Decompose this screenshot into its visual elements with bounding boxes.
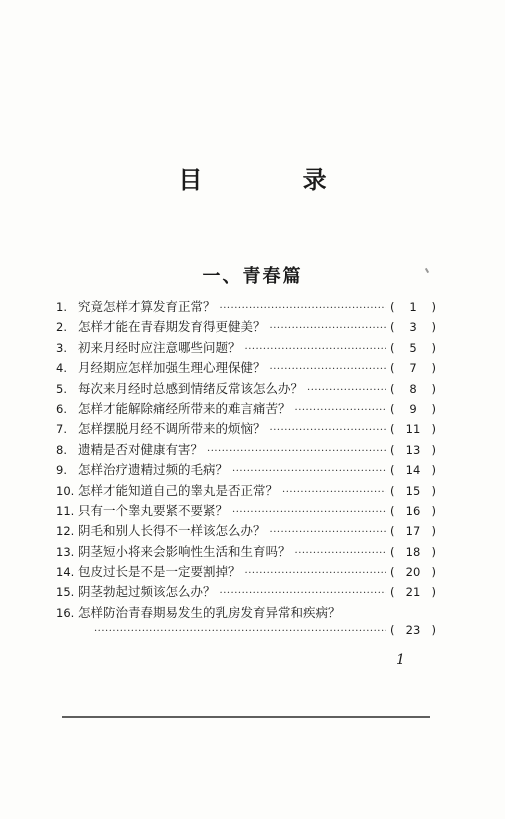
entry-title: 只有一个睾丸要紧不要紧？: [78, 502, 229, 518]
dot-leader: [245, 568, 386, 579]
paren-open: (: [390, 422, 395, 437]
page-reference: [390, 443, 436, 457]
entry-title: 初来月经时应注意哪些问题？: [78, 339, 241, 355]
toc-entry-line-2: [56, 623, 436, 643]
entry-number: 16.: [56, 605, 75, 620]
paren-open: (: [390, 300, 395, 314]
toc-entry: [56, 460, 436, 480]
entry-number: 6.: [56, 401, 67, 416]
toc-entry: [56, 562, 436, 582]
page-reference: [390, 402, 436, 416]
entry-title: 究竟怎样才算发育正常？: [78, 299, 216, 314]
page-reference: [390, 545, 436, 559]
dot-leader: [282, 487, 386, 498]
toc-entry: [56, 338, 436, 358]
paren-open: (: [390, 340, 395, 355]
entry-number: 2.: [56, 320, 67, 335]
entry-number: 13.: [56, 544, 75, 559]
page-reference: [390, 504, 436, 518]
paren-close: ): [431, 320, 436, 335]
paren-close: ): [431, 483, 436, 498]
page-reference: [390, 484, 436, 498]
paren-close: ): [431, 361, 436, 376]
entry-number: 7.: [56, 422, 67, 437]
dot-leader: [270, 527, 386, 538]
toc-entry: [56, 521, 436, 541]
paren-open: (: [390, 565, 395, 580]
dot-leader: [245, 344, 386, 355]
paren-close: ): [431, 340, 436, 355]
paren-close: ): [431, 565, 436, 580]
toc-entry-wrapped: [56, 603, 436, 644]
entry-title: 怎样治疗遗精过频的毛病？: [78, 462, 229, 478]
entry-number: 1.: [56, 300, 67, 314]
entry-number: 11.: [56, 503, 75, 518]
paren-open: (: [390, 524, 395, 539]
page-reference: [390, 341, 436, 355]
paren-open: (: [390, 585, 395, 600]
toc-entry: [56, 481, 436, 501]
page-number: 18: [405, 544, 421, 559]
page-number: 3: [409, 320, 417, 335]
page-number: 21: [405, 585, 421, 600]
dot-leader: [207, 446, 386, 457]
page-reference: [390, 382, 436, 396]
footer-rule: [62, 716, 430, 718]
dot-leader: [220, 303, 386, 314]
entry-title: 包皮过长是不是一定要割掉？: [78, 564, 241, 580]
paren-close: ): [431, 524, 436, 539]
toc-entry: [56, 419, 436, 439]
dot-leader: [220, 588, 386, 599]
page-number: 23: [405, 623, 421, 638]
paren-open: (: [390, 544, 395, 559]
paren-close: ): [431, 300, 436, 314]
paren-open: (: [390, 503, 395, 518]
page-number: 11: [405, 422, 421, 437]
entry-number: 14.: [56, 565, 75, 580]
page-number: 7: [409, 361, 417, 376]
entry-number: 10.: [56, 483, 75, 498]
paren-close: ): [431, 401, 436, 416]
page-number: 8: [409, 381, 417, 396]
page-reference: [390, 320, 436, 334]
entry-title: 月经期应怎样加强生理心理保健？: [78, 360, 266, 376]
toc-entry: [56, 582, 436, 602]
dot-leader: [270, 323, 386, 334]
entry-title: 怎样才能知道自己的睾丸是否正常？: [78, 482, 279, 498]
page-number: 5: [409, 340, 417, 355]
paren-close: ): [431, 442, 436, 457]
paren-open: (: [390, 483, 395, 498]
page-number: 1: [409, 300, 417, 314]
paren-close: ): [431, 503, 436, 518]
toc-entry: [56, 399, 436, 419]
dot-leader: [295, 548, 386, 559]
entry-title: 怎样才能在青春期发育得更健美？: [78, 319, 266, 335]
paren-close: ): [431, 422, 436, 437]
paren-close: ): [431, 544, 436, 559]
toc-entry: [56, 297, 436, 317]
entry-number: 15.: [56, 585, 75, 600]
dot-leader: [307, 385, 386, 396]
paren-close: ): [431, 585, 436, 600]
page-number: 16: [405, 503, 421, 518]
dot-leader: [270, 425, 386, 436]
toc-entry: [56, 379, 436, 399]
page-number: 17: [405, 524, 421, 539]
page-number: 9: [409, 401, 417, 416]
entry-title: 阴茎短小将来会影响性生活和生育吗？: [78, 543, 291, 559]
entry-title: 阴毛和别人长得不一样该怎么办？: [78, 523, 266, 539]
page-number: 14: [405, 463, 421, 478]
paren-close: ): [431, 381, 436, 396]
entry-title: 怎样才能解除痛经所带来的难言痛苦？: [78, 400, 291, 416]
entry-number: 3.: [56, 340, 67, 355]
entry-title: 怎样摆脱月经不调所带来的烦恼？: [78, 421, 266, 437]
page-reference: [390, 300, 436, 314]
entry-title: 阴茎勃起过频该怎么办？: [78, 584, 216, 600]
dot-leader: [295, 405, 386, 416]
toc-entry: [56, 542, 436, 562]
dot-leader: [232, 466, 386, 477]
page-reference: [390, 463, 436, 477]
paren-open: (: [390, 320, 395, 335]
page-reference: [390, 361, 436, 375]
page-number: 13: [405, 442, 421, 457]
paren-open: (: [390, 623, 395, 638]
page-reference: [390, 422, 436, 436]
entry-title: 每次来月经时总感到情绪反常该怎么办？: [78, 380, 304, 396]
entry-number: 9.: [56, 463, 67, 478]
entry-number: 8.: [56, 442, 67, 457]
page-reference: [390, 565, 436, 579]
entry-title: 遗精是否对健康有害？: [78, 441, 204, 457]
paren-open: (: [390, 463, 395, 478]
toc-entry: [56, 317, 436, 337]
page-number: 20: [405, 565, 421, 580]
section-heading: 一、青春篇: [202, 266, 303, 287]
page-number: 15: [405, 483, 421, 498]
paren-open: (: [390, 442, 395, 457]
page-reference: [390, 623, 436, 637]
toc-entry: [56, 501, 436, 521]
paren-open: (: [390, 401, 395, 416]
entry-number: 5.: [56, 381, 67, 396]
entry-number: 4.: [56, 361, 67, 376]
page-reference: [390, 585, 436, 599]
paren-close: ): [431, 623, 436, 638]
dot-leader: [232, 507, 386, 518]
paren-close: ): [431, 463, 436, 478]
page-title: 目 录: [178, 165, 373, 194]
paren-open: (: [390, 361, 395, 376]
entry-number: 12.: [56, 524, 75, 539]
dot-leader: [270, 364, 386, 375]
toc-entry: [56, 358, 436, 378]
dot-leader: [94, 626, 386, 637]
toc-entry: [56, 440, 436, 460]
entry-title: 怎样防治青春期易发生的乳房发育异常和疾病？: [78, 604, 341, 620]
paren-open: (: [390, 381, 395, 396]
page-folio: 1: [396, 652, 405, 668]
table-of-contents: [56, 297, 436, 644]
page-reference: [390, 524, 436, 538]
toc-entry-line-1: [56, 603, 436, 623]
